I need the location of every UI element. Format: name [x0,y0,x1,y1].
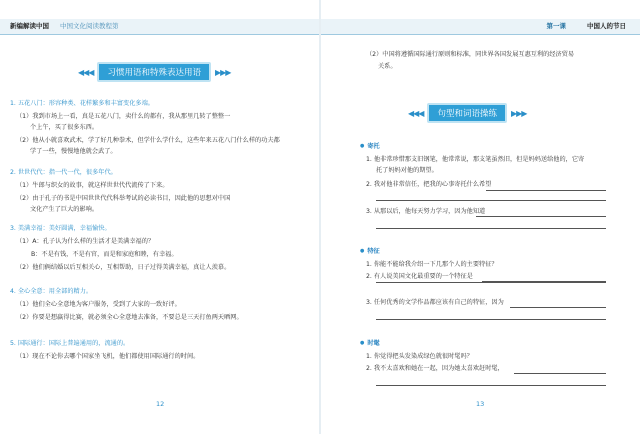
drill-prompt: 2. 我对他非常信任，把我的心事寄托什么希望 [366,181,492,188]
answer-blank[interactable] [476,216,606,217]
example-line: （2）他从小就喜欢武术，学了好几种拳术，但学什么学什么，这些年来五花八门什么样的功夫都 [16,137,280,144]
example-line: （1）他们全心全意地为客户服务，受到了大家的一致好评。 [16,301,181,308]
example-line: （1）我到市场上一看，真是五花八门，卖什么的都有，我从那里几转了整整一 [16,113,231,120]
drill-prompt: 1. 你能不能给我介绍一下几那个人的主要特征？ [366,261,498,268]
section-title: 3. 美满幸福：美好圆满，幸福愉快。 [10,225,111,232]
double-arrow-left-icon: ◀◀◀ [408,108,424,118]
drill-prompt: 1. 你觉得把头发染成绿色就很时髦吗？ [366,353,473,360]
section-title: 1. 五花八门：形容种类、花样繁多和丰富变化多端。 [10,100,154,107]
drill-prompt: 2. 我不太喜欢和她在一起，因为她太喜欢赶时髦， [366,365,504,372]
banner-title: 习惯用语和特殊表达用语 [97,62,211,82]
drill-prompt: 3. 从那以后，他每天努力学习，因为他知道 [366,208,486,215]
example-line: （2）他们俩结婚以后互相关心，互相帮助，日子过得美满幸福，真让人羡慕。 [16,264,231,271]
double-arrow-right-icon: ▶▶▶ [214,67,231,77]
right-section-banner [408,103,526,123]
answer-blank[interactable] [510,307,606,308]
answer-blank[interactable] [376,228,606,229]
right-page-number: 13 [476,400,485,408]
answer-blank[interactable] [514,373,606,374]
drill-heading: ● 时髦 [360,339,380,349]
left-page-number: 12 [156,400,165,408]
drill-line: 托了妈妈对他的期望。 [376,167,438,174]
example-line: 文化产生了巨大的影响。 [30,206,99,213]
drill-prompt: 2. 有人说美国文化最重要的一个特征是 [366,273,473,280]
drill-heading: ● 特征 [360,247,380,257]
example-line: 学了一些，慢慢地他就会武了。 [30,148,117,155]
answer-blank[interactable] [482,281,606,282]
section-title: 4. 全心全意：用全部的精力。 [10,288,93,295]
answer-blank[interactable] [376,200,606,201]
example-line: （2）由于孔子的书是中国世世代代科举考试的必读书目，因此他的思想对中国 [16,195,231,202]
unit-label: 第一课 [546,22,566,30]
example-line: （1）A：孔子认为什么样的生活才是美满幸福的？ [16,238,155,245]
drill-line: 1. 他非常珍惜那支旧钢笔，他常常说，那支笔虽然旧，但是妈妈送给他的，它寄 [366,156,585,163]
answer-blank[interactable] [376,282,606,283]
section-title: 5. 国际通行：国际上普遍通用的，流通的。 [10,340,130,347]
intro-line: （2）中国将遵循国际通行原则和标准，同世界各国发展互惠互利的经济贸易 [366,51,575,58]
banner-title: 句型和词语操练 [427,103,507,123]
drill-heading: ● 寄托 [360,142,380,152]
example-line: 个上午，买了很多东西。 [30,124,99,131]
example-line: （1）现在不论你去哪个国家坐飞机，他们都使用国际通行的时间。 [16,353,200,360]
example-line: （1）牛郎与织女的故事，就这样世世代代流传了下来。 [16,182,169,189]
answer-blank[interactable] [486,190,606,191]
double-arrow-right-icon: ▶▶▶ [510,108,527,118]
section-title: 2. 世世代代：指一代一代，很多年代。 [10,169,117,176]
example-line: （2）你要是想赢得比赛，就必须全心全意地去准备，不要总是三天打鱼两天晒网。 [16,314,243,321]
answer-blank[interactable] [376,385,606,386]
intro-line: 关系。 [378,63,397,70]
example-line: B：不是有钱，不是有官，而是和家庭和睦，有幸福。 [31,251,178,258]
book-brand: 新编解读中国 [10,22,49,30]
answer-blank[interactable] [376,319,606,320]
drill-prompt: 3. 任何优秀的文学作品都应该有自己的特征，因为 [366,299,504,306]
double-arrow-left-icon: ◀◀◀ [78,67,94,77]
left-section-banner [78,62,230,82]
chapter-title: 中国人的节日 [587,22,626,30]
book-subtitle: 中国文化阅读教程第 [60,22,119,30]
